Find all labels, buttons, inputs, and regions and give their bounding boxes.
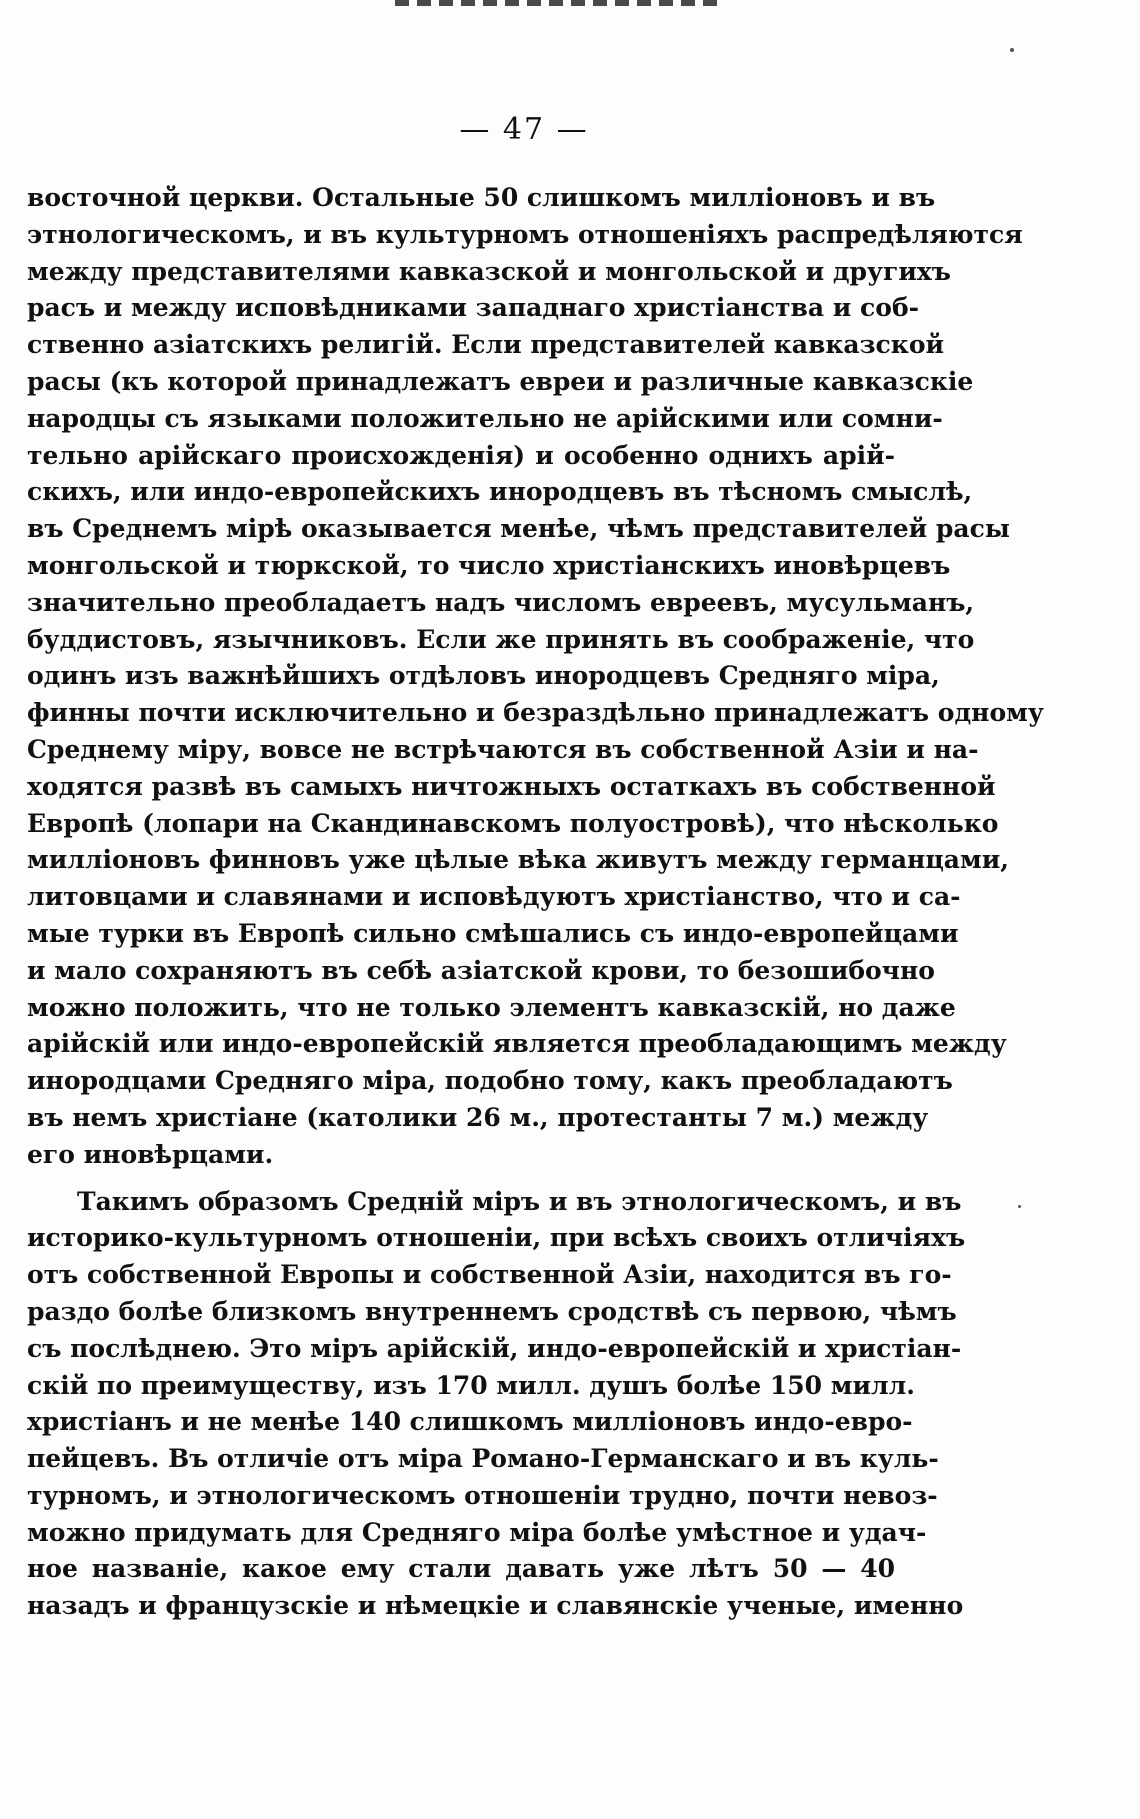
text-line: его иновѣрцами. <box>27 1139 274 1169</box>
text-line: ное названіе, какое ему стали давать уже лѣтъ 50 — 40 <box>27 1554 895 1584</box>
text-line: пейцевъ. Въ отличіе отъ міра Романо-Германскаго и въ куль- <box>27 1444 939 1474</box>
text-line: милліоновъ финновъ уже цѣлые вѣка живутъ между германцами, <box>27 845 1009 875</box>
text-line: въ Среднемъ мірѣ оказывается менѣе, чѣмъ представителей расы <box>27 514 1010 544</box>
text-line: можно придумать для Средняго міра болѣе умѣстное и удач- <box>27 1517 927 1547</box>
text-line: скихъ, или индо-европейскихъ инородцевъ въ тѣсномъ смыслѣ, <box>27 477 973 507</box>
text-line: народцы съ языками положительно не арійскими или сомни- <box>27 403 943 433</box>
paragraph-1 <box>27 180 1044 1174</box>
paragraph-2 <box>27 1184 966 1626</box>
text-line: финны почти исключительно и безраздѣльно принадлежатъ одному <box>27 698 1044 728</box>
text-line: Такимъ образомъ Средній міръ и въ этнологическомъ, и въ <box>77 1186 962 1216</box>
text-line: расы (къ которой принадлежатъ евреи и различные кавказскіе <box>27 366 974 396</box>
text-line: значительно преобладаетъ надъ числомъ евреевъ, мусульманъ, <box>27 587 975 617</box>
text-line: литовцами и славянами и исповѣдуютъ христіанство, что и са- <box>27 882 961 912</box>
text-line: арійскій или индо-европейскій является преобладающимъ между <box>27 1029 1007 1059</box>
text-line: тельно арійскаго происхожденія) и особенно однихъ арій- <box>27 440 895 470</box>
text-line: назадъ и французскіе и нѣмецкіе и славянскіе ученые, именно <box>27 1591 964 1621</box>
paragraph-gap <box>27 1174 895 1184</box>
text-line: отъ собственной Европы и собственной Азіи, находится въ го- <box>27 1260 952 1290</box>
text-line: христіанъ и не менѣе 140 слишкомъ милліоновъ индо-евро- <box>27 1407 913 1437</box>
text-line: ходятся развѣ въ самыхъ ничтожныхъ остаткахъ въ собственной <box>27 771 996 801</box>
text-line: Европѣ (лопари на Скандинавскомъ полуостровѣ), что нѣсколько <box>27 808 999 838</box>
page-number: — 47 — <box>459 112 589 147</box>
text-line: восточной церкви. Остальные 50 слишкомъ милліоновъ и въ <box>27 183 936 212</box>
text-line: буддистовъ, язычниковъ. Если же принять въ соображеніе, что <box>27 624 975 654</box>
scan-speck <box>1018 1205 1021 1208</box>
text-line: Среднему міру, вовсе не встрѣчаются въ собственной Азіи и на- <box>27 734 979 764</box>
text-line: ственно азіатскихъ религій. Если представителей кавказской <box>27 330 945 360</box>
text-line: историко-культурномъ отношеніи, при всѣхъ своихъ отличіяхъ <box>27 1223 966 1253</box>
body-text <box>27 180 1044 1625</box>
text-line: раздо болѣе близкомъ внутреннемъ сродствѣ съ первою, чѣмъ <box>27 1296 957 1326</box>
text-line: расъ и между исповѣдниками западнаго христіанства и соб- <box>27 293 919 323</box>
scan-speck <box>1010 48 1014 52</box>
text-line: инородцами Средняго міра, подобно тому, какъ преобладаютъ <box>27 1066 953 1096</box>
text-line: и мало сохраняютъ въ себѣ азіатской крови, то безошибочно <box>27 955 935 985</box>
text-line: можно положить, что не только элементъ кавказскій, но даже <box>27 992 956 1022</box>
text-line: турномъ, и этнологическомъ отношеніи трудно, почти невоз- <box>27 1480 938 1510</box>
text-line: мые турки въ Европѣ сильно смѣшались съ индо-европейцами <box>27 918 959 948</box>
cropped-running-header <box>395 0 720 6</box>
text-line: монгольской и тюркской, то число христіанскихъ иновѣрцевъ <box>27 550 951 580</box>
text-line: въ немъ христіане (католики 26 м., протестанты 7 м.) между <box>27 1102 929 1132</box>
text-line: съ послѣднею. Это міръ арійскій, индо-европейскій и христіан- <box>27 1333 962 1363</box>
text-line: скій по преимуществу, изъ 170 милл. душъ болѣе 150 милл. <box>27 1370 915 1400</box>
text-line: между представителями кавказской и монгольской и другихъ <box>27 256 951 286</box>
text-line: одинъ изъ важнѣйшихъ отдѣловъ инородцевъ Средняго міра, <box>27 661 940 691</box>
text-line: этнологическомъ, и въ культурномъ отношеніяхъ распредѣляются <box>27 219 1023 249</box>
